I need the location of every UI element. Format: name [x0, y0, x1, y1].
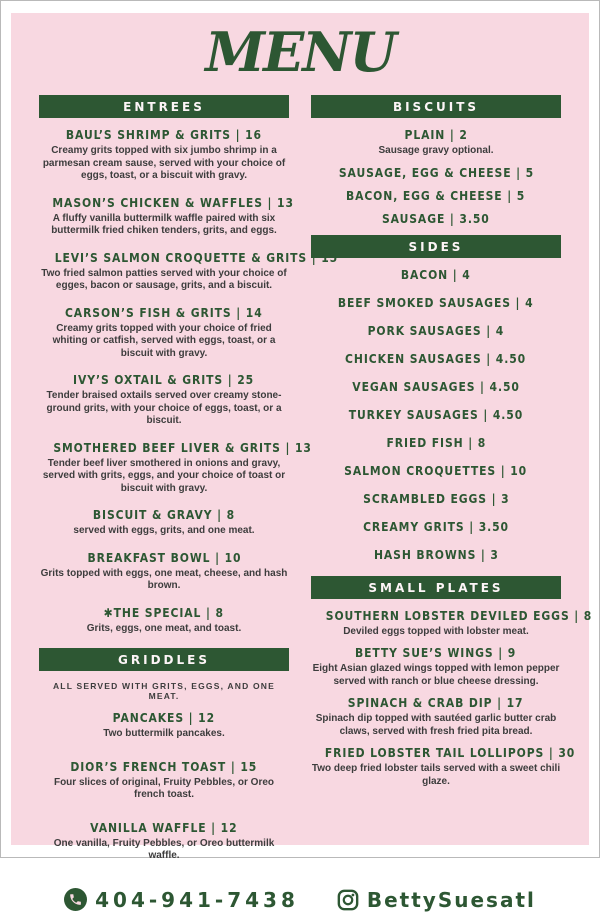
section-header-entrees: ENTREES: [39, 95, 289, 118]
item-name-and-price: [311, 746, 576, 761]
item-name-and-price: [311, 492, 561, 507]
left-column: [39, 95, 339, 882]
menu-item: [311, 166, 561, 181]
page-title: MENU: [205, 20, 395, 84]
item-name-text: PANCAKES | 12: [112, 711, 216, 725]
menu-item: [311, 128, 561, 158]
section-header-griddles: GRIDDLES: [39, 648, 289, 671]
item-name-text: ✱THE SPECIAL | 8: [103, 605, 225, 620]
item-name-and-price: [39, 195, 294, 211]
menu-columns: [11, 95, 593, 882]
item-name-and-price: [39, 440, 312, 456]
item-name-text: SALMON CROQUETTES | 10: [344, 463, 528, 478]
menu-item: [311, 608, 593, 639]
section-small-plates: [311, 576, 593, 789]
menu-item: [311, 324, 561, 339]
section-header-small-plates: SMALL PLATES: [311, 576, 561, 599]
item-name-text: VEGAN SAUSAGES | 4.50: [352, 379, 520, 394]
item-name-and-price: [39, 306, 289, 321]
item-name-text: SAUSAGE | 3.50: [382, 211, 490, 226]
item-name-text: SAUSAGE, EGG & CHEESE | 5: [338, 165, 534, 180]
item-name-text: SPINACH & CRAB DIP | 17: [348, 696, 524, 710]
item-name-and-price: [39, 711, 289, 726]
instagram-handle: BettySuesatl: [366, 887, 536, 912]
menu-item: [311, 746, 576, 788]
item-name-text: BEEF SMOKED SAUSAGES | 4: [338, 295, 534, 310]
menu-item: [311, 189, 561, 204]
item-description: Sausage gravy optional.: [378, 145, 494, 156]
item-name-and-price: [311, 408, 561, 423]
item-description: A fluffy vanilla buttermilk waffle paired with six buttermilk fried chiken tenders, grits, and eggs.: [51, 212, 277, 236]
item-description: One vanilla, Fruity Pebbles, or Oreo buttermilk waffle.: [53, 837, 275, 861]
item-name-and-price: [39, 250, 339, 266]
menu-item: [311, 436, 561, 451]
item-name-text: LEVI’S SALMON CROQUETTE & GRITS | 15: [54, 250, 339, 265]
section-entrees: [39, 95, 339, 635]
item-name-text: SOUTHERN LOBSTER DEVILED EGGS | 8: [325, 608, 593, 623]
menu-item: [311, 646, 561, 688]
item-description: Spinach dip topped with sautéed garlic butter crab claws, served with fresh fried pita bread.: [315, 713, 557, 737]
instagram-icon: [337, 889, 359, 911]
item-name-text: DIOR’S FRENCH TOAST | 15: [70, 759, 258, 774]
item-name-text: CARSON’S FISH & GRITS | 14: [65, 305, 263, 320]
item-description: Tender beef liver smothered in onions and gravy, served with grits, eggs, and your choice of toast or biscuit with gravy.: [42, 457, 286, 494]
item-description: Tender braised oxtails served over creamy stone-ground grits, with your choice of eggs, toast, or a biscuit.: [46, 390, 282, 426]
item-name-and-price: [39, 373, 289, 388]
item-description: Creamy grits topped with six jumbo shrimp in a parmesan cream sause, served with your choice of eggs, toast, or a biscuit with gravy.: [42, 145, 286, 181]
item-name-text: PLAIN | 2: [404, 128, 468, 142]
menu-item: [311, 696, 561, 738]
menu-item: [39, 508, 289, 538]
item-description: served with eggs, grits, and one meat.: [73, 525, 255, 536]
menu-item: [39, 606, 289, 636]
item-name-and-price: [311, 608, 593, 624]
item-name-and-price: [311, 296, 561, 311]
menu-item: [39, 373, 289, 428]
menu-item: [39, 760, 289, 802]
item-description: Eight Asian glazed wings topped with lemon pepper served with ranch or blue cheese dressing.: [312, 663, 560, 687]
item-name-text: FRIED FISH | 8: [386, 435, 486, 450]
section-header-sides: SIDES: [311, 235, 561, 258]
menu-item: [39, 128, 289, 183]
item-name-text: SCRAMBLED EGGS | 3: [362, 491, 510, 506]
item-description: Two buttermilk pancakes.: [103, 728, 225, 739]
item-name-and-price: [311, 464, 561, 479]
menu-item: [39, 195, 294, 238]
item-name-text: HASH BROWNS | 3: [373, 547, 499, 562]
menu-item: [311, 548, 561, 563]
section-biscuits: [311, 95, 561, 227]
menu-item: [39, 306, 289, 361]
item-name-and-price: [311, 548, 561, 563]
item-name-text: BAUL’S SHRIMP & GRITS | 16: [65, 128, 263, 142]
instagram-contact[interactable]: [337, 888, 536, 912]
item-name-text: CHICKEN SAUSAGES | 4.50: [345, 351, 527, 366]
right-column: [311, 95, 593, 882]
item-name-and-price: [311, 520, 561, 535]
item-name-text: TURKEY SAUSAGES | 4.50: [348, 407, 524, 422]
menu-item: [311, 408, 561, 423]
item-name-and-price: [311, 189, 561, 204]
menu-item: [39, 711, 289, 741]
menu-item: [311, 296, 561, 311]
item-name-and-price: [311, 352, 561, 367]
item-name-text: SMOTHERED BEEF LIVER & GRITS | 13: [53, 440, 312, 455]
item-description: Grits topped with eggs, one meat, cheese, and hash brown.: [40, 567, 288, 591]
phone-number: 404-941-7438: [95, 887, 299, 912]
item-description: Deviled eggs topped with lobster meat.: [343, 625, 529, 637]
phone-contact[interactable]: [64, 888, 299, 912]
menu-item: [311, 380, 561, 395]
footer: [11, 882, 589, 924]
item-name-text: BETTY SUE’S WINGS | 9: [355, 646, 517, 660]
item-name-and-price: [311, 380, 561, 395]
phone-icon: [64, 888, 87, 911]
item-name-and-price: [39, 760, 289, 775]
item-name-and-price: [39, 551, 289, 566]
menu-item: [39, 551, 289, 593]
item-description: Creamy grits topped with your choice of fried whiting or catfish, served with eggs, toast, or a biscuit with gravy.: [52, 322, 276, 359]
menu-item: [39, 250, 339, 293]
item-name-and-price: [311, 268, 561, 283]
item-name-and-price: [39, 508, 289, 523]
item-name-text: BREAKFAST BOWL | 10: [87, 550, 241, 565]
item-name-and-price: [311, 646, 561, 661]
item-name-and-price: [39, 821, 289, 836]
item-name-text: VANILLA WAFFLE | 12: [90, 820, 238, 835]
item-name-text: BACON, EGG & CHEESE | 5: [346, 188, 526, 203]
menu-item: [311, 268, 561, 283]
item-description: Two deep fried lobster tails served with a sweet chili glaze.: [311, 763, 561, 787]
item-name-and-price: [311, 212, 561, 227]
section-sides: [311, 235, 561, 563]
item-name-text: MASON’S CHICKEN & WAFFLES | 13: [52, 195, 294, 210]
item-name-text: BISCUIT & GRAVY | 8: [92, 508, 236, 522]
item-name-and-price: [311, 128, 561, 143]
item-description: Four slices of original, Fruity Pebbles, or Oreo french toast.: [53, 776, 275, 800]
section-griddles: [39, 648, 289, 863]
item-name-and-price: [311, 166, 561, 181]
menu-item: [39, 440, 312, 496]
item-description: Two fried salmon patties served with your choice of egges, bacon or sausage, grits, and a biscuit.: [41, 267, 287, 291]
item-name-and-price: [311, 436, 561, 451]
item-name-text: IVY’S OXTAIL & GRITS | 25: [73, 373, 255, 387]
item-name-text: BACON | 4: [401, 267, 471, 282]
item-name-and-price: [39, 606, 289, 621]
menu-item: [311, 464, 561, 479]
item-name-and-price: [311, 324, 561, 339]
menu-item: [39, 821, 289, 863]
menu-item: [311, 212, 561, 227]
section-note: ALL SERVED WITH GRITS, EGGS, AND ONE MEAT.: [52, 681, 276, 701]
menu-item: [311, 492, 561, 507]
item-name-and-price: [311, 696, 561, 711]
item-name-text: PORK SAUSAGES | 4: [367, 323, 505, 338]
item-description: Grits, eggs, one meat, and toast.: [86, 622, 242, 634]
item-name-and-price: [39, 128, 289, 143]
menu-item: [311, 520, 561, 535]
menu-item: [311, 352, 561, 367]
menu-card: [11, 13, 593, 912]
item-name-text: CREAMY GRITS | 3.50: [363, 519, 509, 534]
item-name-text: FRIED LOBSTER TAIL LOLLIPOPS | 30: [324, 746, 576, 760]
section-header-biscuits: BISCUITS: [311, 95, 561, 118]
